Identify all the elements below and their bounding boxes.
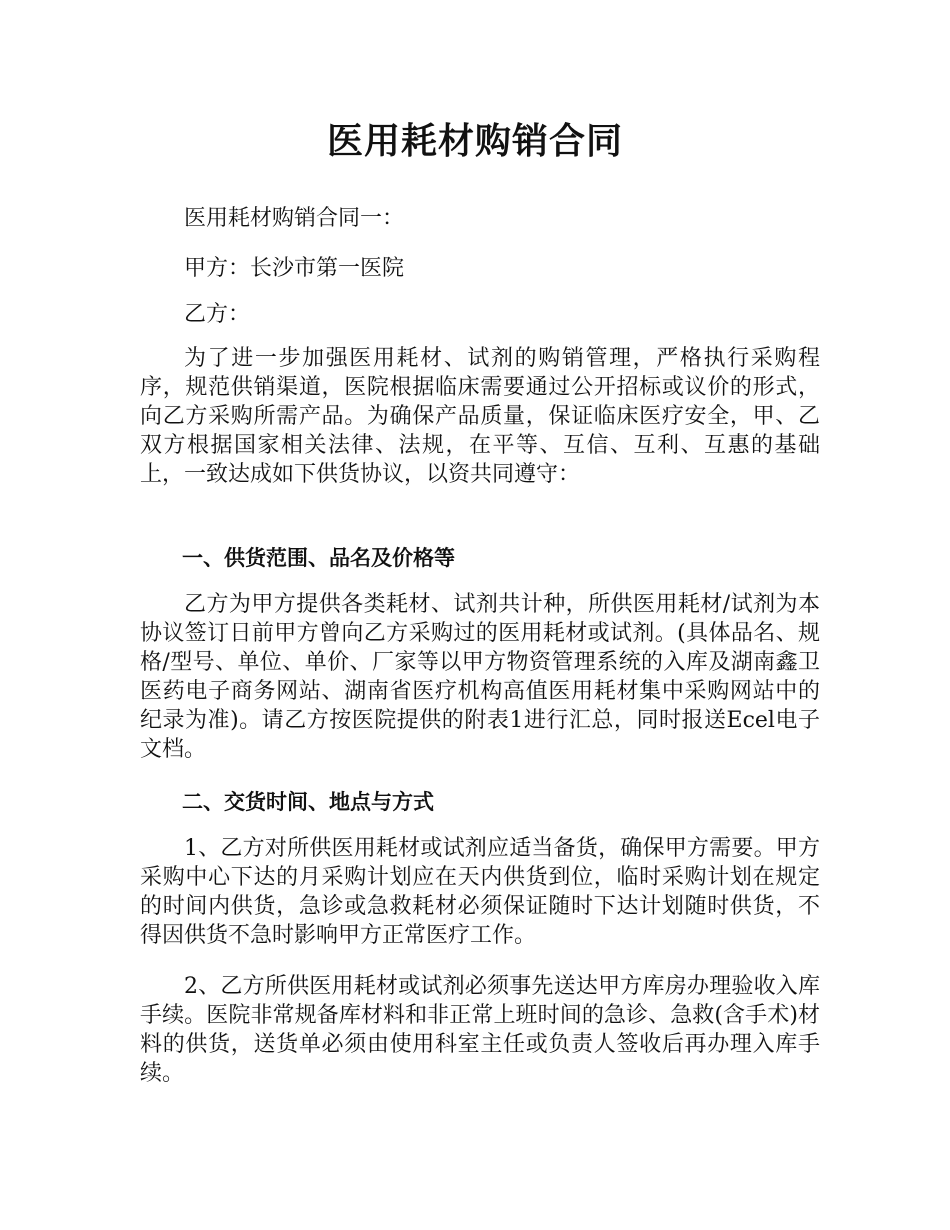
intro-line: 医用耗材购销合同一： bbox=[184, 206, 405, 231]
section-heading-supply-scope: 一、供货范围、品名及价格等 bbox=[182, 546, 455, 570]
party-b-line: 乙方： bbox=[184, 302, 251, 327]
delivery-paragraph-1: 1、乙方对所供医用耗材或试剂应适当备货，确保甲方需要。甲方采购中心下达的月采购计划应在天内供货到位，临时采购计划在规定的时间内供货，急诊或急救耗材必须保证随时下达计划随时供货，不得因供货不急时影响甲方正常医疗工作。 bbox=[140, 836, 820, 948]
party-a-line: 甲方：长沙市第一医院 bbox=[184, 256, 405, 281]
document-title: 医用耗材购销合同 bbox=[326, 121, 623, 162]
preamble-paragraph: 为了进一步加强医用耗材、试剂的购销管理，严格执行采购程序，规范供销渠道，医院根据临床需要通过公开招标或议价的形式，向乙方采购所需产品。为确保产品质量，保证临床医疗安全，甲、乙双方根据国家相关法律、法规，在平等、互信、互利、互惠的基础上，一致达成如下供货协议，以资共同遵守： bbox=[140, 346, 820, 487]
section-heading-delivery: 二、交货时间、地点与方式 bbox=[182, 790, 434, 814]
supply-scope-paragraph: 乙方为甲方提供各类耗材、试剂共计种，所供医用耗材/试剂为本协议签订日前甲方曾向乙方采购过的医用耗材或试剂。(具体品名、规格/型号、单位、单价、厂家等以甲方物资管理系统的入库及湖南鑫卫医药电子商务网站、湖南省医疗机构高值医用耗材集中采购网站中的纪录为准)。请乙方按医院提供的附表1进行汇总，同时报送Ecel电子文档。 bbox=[140, 592, 820, 762]
delivery-paragraph-2: 2、乙方所供医用耗材或试剂必须事先送达甲方库房办理验收入库手续。医院非常规备库材料和非正常上班时间的急诊、急救(含手术)材料的供货，送货单必须由使用科室主任或负责人签收后再办理入库手续。 bbox=[140, 974, 820, 1086]
